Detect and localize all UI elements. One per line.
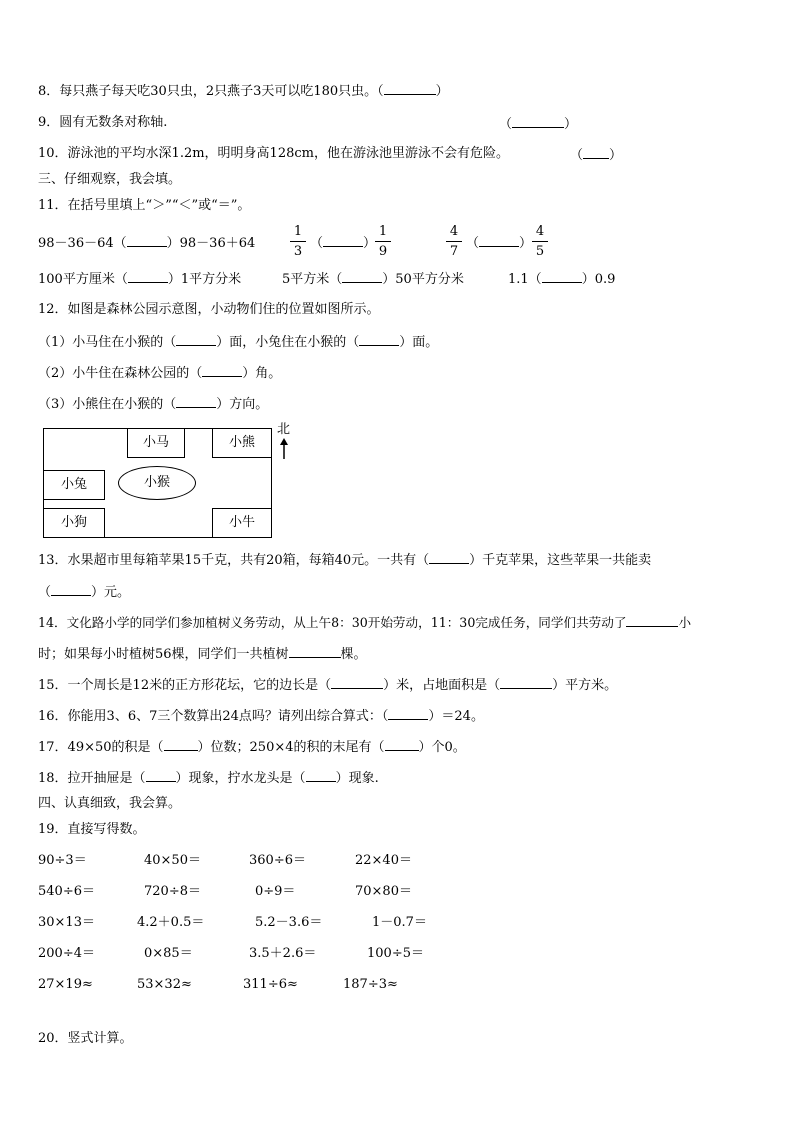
compare-a: 98－36－64（ ）98－36＋64: [38, 236, 256, 251]
answer-blank[interactable]: [479, 234, 519, 247]
calc-item: 187÷3≈: [343, 977, 398, 992]
question-12: 12．如图是森林公园示意图，小动物们住的位置如图所示。: [38, 302, 380, 317]
compare-b: 100平方厘米（ ）1平方分米: [38, 272, 242, 287]
answer-blank[interactable]: [289, 645, 341, 658]
answer-blank[interactable]: [500, 676, 552, 689]
calc-item: 3.5＋2.6＝: [249, 946, 317, 961]
answer-blank[interactable]: [626, 614, 678, 627]
question-20: 20．竖式计算。: [38, 1031, 133, 1046]
map-label-dog: 小狗: [43, 508, 105, 538]
section-3-heading: 三、仔细观察，我会填。: [38, 172, 182, 187]
question-11: 11．在括号里填上“＞”“＜”或“＝”。: [38, 198, 251, 213]
answer-blank[interactable]: [164, 738, 198, 751]
map-label-cow: 小牛: [212, 508, 272, 538]
question-17: 17．49×50的积是（ ）位数；250×4的积的末尾有（ ）个0。: [38, 740, 466, 755]
north-label: 北: [277, 422, 291, 437]
answer-blank[interactable]: [306, 769, 336, 782]
calc-item: 720÷8＝: [144, 884, 201, 899]
question-15: 15．一个周长是12米的正方形花坛，它的边长是（ ）米，占地面积是（ ）平方米。: [38, 678, 618, 693]
calc-item: 53×32≈: [137, 977, 192, 992]
compare-fraction-1: （ ）: [310, 236, 377, 251]
question-13: 13．水果超市里每箱苹果15千克，共有20箱，每箱40元。一共有（ ）千克苹果，这些苹果一共能卖: [38, 553, 652, 568]
question-9: 9．圆有无数条对称轴.: [38, 115, 168, 130]
compare-c: 5平方米（ ）50平方分米: [282, 272, 464, 287]
calc-item: 90÷3＝: [38, 853, 87, 868]
answer-blank[interactable]: [342, 270, 382, 283]
map-label-monkey: 小猴: [118, 466, 196, 500]
question-12-part-1: （1）小马住在小猴的（ ）面，小兔住在小猴的（ ）面。: [38, 335, 439, 350]
compare-d: 1.1（ ）0.9: [508, 272, 616, 287]
question-12-part-2: （2）小牛住在森林公园的（ ）角。: [38, 366, 282, 381]
answer-blank[interactable]: [512, 115, 564, 128]
answer-blank[interactable]: [176, 333, 216, 346]
answer-blank[interactable]: [429, 551, 469, 564]
compare-fraction-2: （ ）: [466, 236, 533, 251]
question-12-part-3: （3）小熊住在小猴的（ ）方向。: [38, 397, 269, 412]
calc-item: 311÷6≈: [243, 977, 298, 992]
map-label-bear: 小熊: [212, 428, 272, 458]
question-10: 10．游泳池的平均水深1.2m，明明身高128cm，他在游泳池里游泳不会有危险。: [38, 146, 509, 161]
answer-blank[interactable]: [202, 364, 242, 377]
question-16: 16．你能用3、6、7三个数算出24点吗？请列出综合算式：（ ）＝24。: [38, 709, 484, 724]
calc-item: 4.2＋0.5＝: [137, 915, 205, 930]
calc-item: 360÷6＝: [249, 853, 306, 868]
answer-blank[interactable]: [128, 270, 168, 283]
calc-item: 200÷4＝: [38, 946, 95, 961]
calc-item: 0÷9＝: [255, 884, 296, 899]
answer-blank[interactable]: [146, 769, 176, 782]
fraction-1-3: 1 3: [290, 224, 306, 259]
section-4-heading: 四、认真细致，我会算。: [38, 796, 182, 811]
calc-item: 70×80＝: [355, 884, 412, 899]
question-9-answer: （ ）: [499, 117, 578, 132]
answer-blank[interactable]: [384, 82, 436, 95]
answer-blank[interactable]: [542, 270, 582, 283]
calc-item: 0×85＝: [144, 946, 193, 961]
fraction-1-9: 1 9: [375, 224, 391, 259]
answer-blank[interactable]: [176, 395, 216, 408]
answer-blank[interactable]: [388, 707, 428, 720]
answer-blank[interactable]: [323, 234, 363, 247]
question-19: 19．直接写得数。: [38, 822, 146, 837]
question-13-cont: （ ）元。: [38, 585, 131, 600]
answer-blank[interactable]: [583, 146, 609, 159]
answer-blank[interactable]: [331, 676, 383, 689]
calc-item: 40×50＝: [144, 853, 201, 868]
calc-item: 540÷6＝: [38, 884, 95, 899]
calc-item: 1－0.7＝: [372, 915, 427, 930]
fraction-4-5: 4 5: [532, 224, 548, 259]
calc-item: 27×19≈: [38, 977, 93, 992]
calc-item: 100÷5＝: [367, 946, 424, 961]
calc-item: 22×40＝: [355, 853, 412, 868]
question-8: 8．每只燕子每天吃30只虫，2只燕子3天可以吃180只虫。（ ）: [38, 84, 449, 99]
calc-item: 30×13＝: [38, 915, 95, 930]
answer-blank[interactable]: [127, 234, 167, 247]
question-14: 14．文化路小学的同学们参加植树义务劳动，从上午8：30开始劳动，11：30完成任务，同学们共劳动了 小: [38, 615, 692, 630]
question-14-cont: 时；如果每小时植树56棵，同学们一共植树 棵。: [38, 647, 367, 662]
answer-blank[interactable]: [385, 738, 419, 751]
north-arrow-icon: [278, 438, 290, 460]
map-label-rabbit: 小兔: [43, 470, 105, 500]
question-18: 18．拉开抽屉是（ ）现象，拧水龙头是（ ）现象.: [38, 771, 379, 786]
map-label-horse: 小马: [127, 428, 185, 458]
fraction-4-7: 4 7: [446, 224, 462, 259]
answer-blank[interactable]: [51, 583, 91, 596]
question-10-answer: （ ）: [570, 148, 623, 163]
calc-item: 5.2－3.6＝: [255, 915, 323, 930]
answer-blank[interactable]: [359, 333, 399, 346]
